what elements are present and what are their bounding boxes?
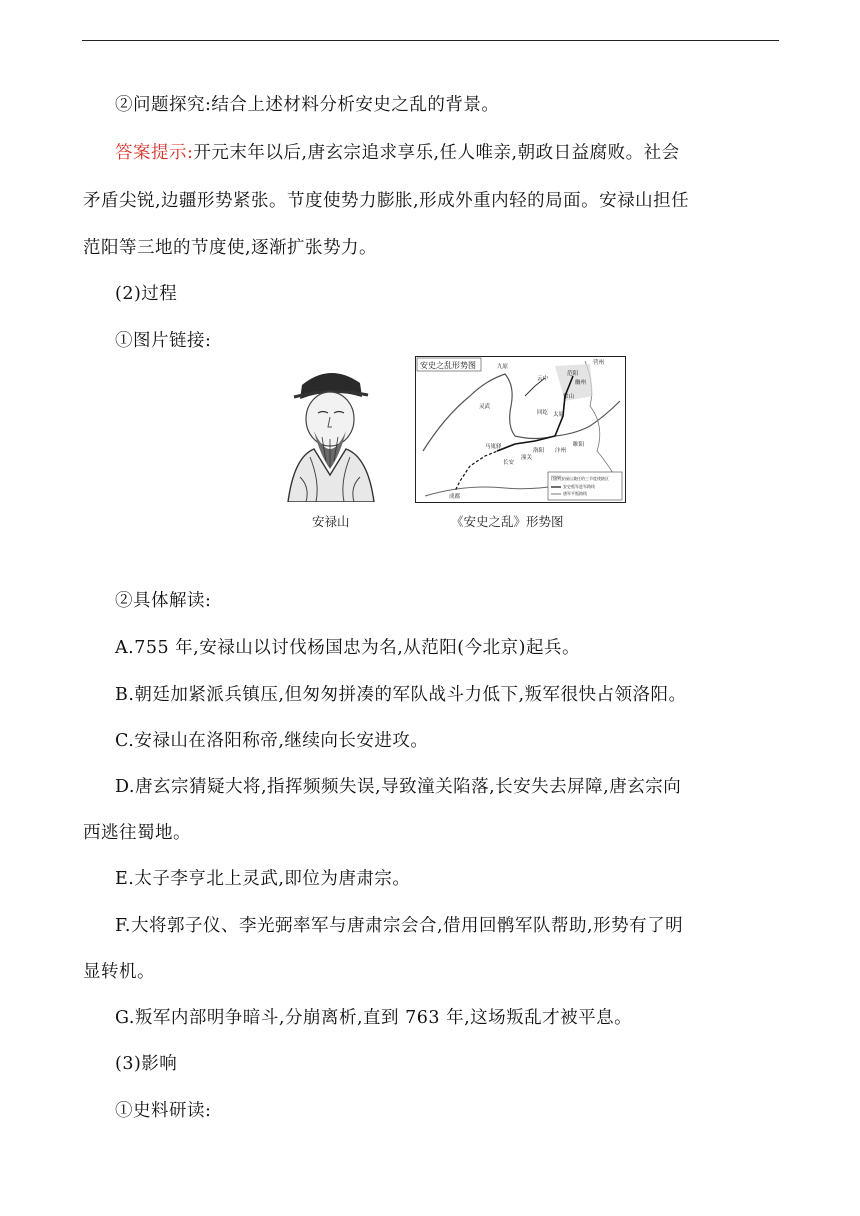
map-label-mawei: 马嵬驿 xyxy=(485,444,502,450)
header-rule xyxy=(82,40,779,41)
item-f-line-1: F.大将郭子仪、李光弼率军与唐肃宗会合,借用回鹘军队帮助,形势有了明 xyxy=(115,916,684,936)
item-f-line-2: 显转机。 xyxy=(83,962,155,982)
item-c: C.安禄山在洛阳称帝,继续向长安进攻。 xyxy=(115,731,429,751)
map-label-bianzhou: 汴州 xyxy=(555,448,567,454)
picture-link: ①图片链接: xyxy=(115,331,212,351)
answer-label: 答案提示: xyxy=(115,143,194,163)
map-label-taiyuan: 太原 xyxy=(553,412,565,418)
portrait-caption: 安禄山 xyxy=(312,514,350,529)
answer-line-3: 范阳等三地的节度使,逐渐扩张势力。 xyxy=(83,238,378,258)
item-g: G.叛军内部明争暗斗,分崩离析,直到 763 年,这场叛乱才被平息。 xyxy=(115,1008,633,1028)
map-label-chengdu: 成都 xyxy=(449,494,461,500)
item-a: A.755 年,安禄山以讨伐杨国忠为名,从范阳(今北京)起兵。 xyxy=(115,638,580,658)
map-legend-2: 安史叛军进军路线 xyxy=(563,484,595,489)
map-label-jiuyuan: 九原 xyxy=(497,364,509,370)
map-label-changan: 长安 xyxy=(503,460,515,466)
question-explore: ②问题探究:结合上述材料分析安史之乱的背景。 xyxy=(115,95,500,115)
map-title: 安史之乱形势图 xyxy=(420,361,476,370)
map-label-yingzhou: 营州 xyxy=(593,360,605,366)
map-label-suiyang: 睢阳 xyxy=(573,442,585,448)
map-legend-1: 安禄山兼任的三节度使辖区 xyxy=(561,476,609,481)
source-reading: ①史料研读: xyxy=(115,1101,212,1121)
map-label-lingwu: 灵武 xyxy=(479,404,491,410)
map-label-changshan: 常山 xyxy=(563,394,575,400)
map-legend-3: 唐军平叛路线 xyxy=(563,491,587,496)
map-label-tongguan: 潼关 xyxy=(521,455,533,461)
item-d-line-2: 西逃往蜀地。 xyxy=(83,823,191,843)
map-label-fanyang: 范阳 xyxy=(567,371,579,377)
map-legend-title: 图例 xyxy=(551,476,562,482)
detail-heading: ②具体解读: xyxy=(115,591,212,611)
map-label-youzhou: 幽州 xyxy=(575,380,587,386)
an-lushan-portrait-image xyxy=(280,357,380,502)
map-label-yunzhong: 云中 xyxy=(537,376,549,382)
map-label-huihe: 回纥 xyxy=(537,410,549,416)
item-e: E.太子李亨北上灵武,即位为唐肃宗。 xyxy=(115,869,411,889)
section-impact: (3)影响 xyxy=(115,1054,178,1074)
answer-line-2: 矛盾尖锐,边疆形势紧张。节度使势力膨胀,形成外重内轻的局面。安禄山担任 xyxy=(83,191,690,211)
item-d-line-1: D.唐玄宗猜疑大将,指挥频频失误,导致潼关陷落,长安失去屏障,唐玄宗向 xyxy=(115,777,682,797)
answer-line-1 xyxy=(115,142,680,164)
item-b: B.朝廷加紧派兵镇压,但匆匆拼凑的军队战斗力低下,叛军很快占领洛阳。 xyxy=(115,685,687,705)
map-label-luoyang: 洛阳 xyxy=(533,448,545,454)
section-process: (2)过程 xyxy=(115,284,178,304)
map-caption: 《安史之乱》形势图 xyxy=(451,514,564,529)
answer-text-1: 开元末年以后,唐玄宗追求享乐,任人唯亲,朝政日益腐败。社会 xyxy=(193,143,680,163)
an-shi-rebellion-map xyxy=(415,356,626,503)
